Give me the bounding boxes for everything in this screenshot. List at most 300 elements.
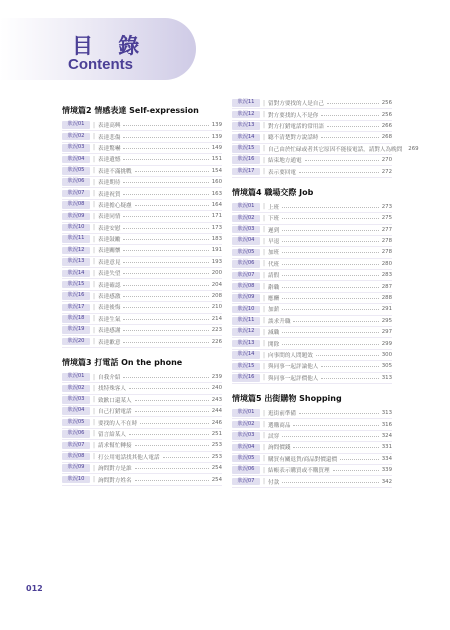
separator-bar: | (93, 281, 96, 289)
entry-title: 表達後悔 (98, 305, 121, 312)
dot-leader (123, 295, 208, 297)
entry-page: 299 (381, 340, 392, 347)
entry-page: 313 (381, 374, 392, 381)
entry-tag: 狀況07 (62, 442, 90, 450)
entry-tag: 狀況17 (232, 168, 260, 176)
toc-entry[interactable] (62, 200, 222, 211)
entry-title: 表達歉意 (98, 339, 121, 346)
entry-title: 表達關懷 (98, 248, 121, 255)
dot-leader (123, 318, 208, 320)
entry-tag: 狀況13 (62, 258, 90, 266)
dot-leader (123, 261, 208, 263)
entry-tag: 狀況12 (232, 111, 260, 119)
entry-title: 表達感激 (98, 294, 121, 301)
dot-leader (123, 238, 208, 240)
entry-page: 253 (211, 442, 222, 449)
entry-title: 表示要回電 (268, 169, 297, 176)
separator-bar: | (93, 269, 96, 277)
entry-title: 表達悲傷 (98, 134, 121, 141)
separator-bar: | (263, 145, 266, 153)
entry-tag: 狀況10 (62, 224, 90, 232)
separator-bar: | (263, 111, 266, 119)
dot-leader (123, 376, 208, 378)
entry-page: 275 (381, 215, 392, 222)
entry-tag: 狀況11 (232, 99, 260, 107)
separator-bar: | (263, 203, 266, 211)
toc-entry[interactable] (232, 202, 392, 213)
dot-leader (327, 102, 379, 104)
entry-title: 留言給某人 (98, 431, 127, 438)
entry-page: 291 (381, 306, 392, 313)
entry-tag: 狀況01 (232, 409, 260, 417)
entry-title: 與同事一起評價他人 (268, 375, 319, 382)
entry-title: 表達同情 (98, 214, 121, 221)
entry-tag: 狀況07 (232, 478, 260, 486)
entry-title: 打公用電話找其他人電話 (98, 454, 160, 461)
toc-entry[interactable] (62, 245, 222, 256)
separator-bar: | (93, 167, 96, 175)
toc-entry[interactable] (62, 211, 222, 222)
dot-leader (123, 124, 208, 126)
dot-leader (123, 272, 208, 274)
entry-page: 139 (211, 122, 222, 129)
entry-page: 280 (381, 260, 392, 267)
separator-bar: | (93, 246, 96, 254)
entry-page: 173 (211, 224, 222, 231)
separator-bar: | (263, 432, 266, 440)
page-number: 012 (26, 584, 43, 593)
toc-entry[interactable] (232, 408, 392, 419)
toc-entry[interactable] (232, 316, 392, 327)
dot-leader (321, 377, 378, 379)
entry-page: 295 (381, 317, 392, 324)
entry-page: 191 (211, 247, 222, 254)
toc-entry[interactable] (232, 155, 392, 166)
entry-page: 226 (211, 338, 222, 345)
toc-column-left (62, 104, 222, 486)
entry-page: 272 (381, 168, 392, 175)
toc-entry[interactable] (232, 476, 392, 487)
entry-page: 283 (381, 272, 392, 279)
toc-entry[interactable] (62, 314, 222, 325)
entry-page: 246 (211, 419, 222, 426)
entry-tag: 狀況06 (62, 430, 90, 438)
toc-entry[interactable] (62, 383, 222, 394)
section-gap (232, 384, 392, 392)
entry-title: 表達遺憾 (98, 157, 121, 164)
toc-entry[interactable] (232, 259, 392, 270)
entry-page: 210 (211, 304, 222, 311)
separator-bar: | (93, 384, 96, 392)
entry-page: 270 (381, 157, 392, 164)
separator-bar: | (263, 226, 266, 234)
entry-tag: 狀況10 (62, 476, 90, 484)
separator-bar: | (263, 443, 266, 451)
toc-entry[interactable] (232, 350, 392, 361)
entry-title: 表達鼓勵 (98, 237, 121, 244)
entry-title: 減職 (268, 330, 280, 337)
toc-entry[interactable] (232, 144, 419, 155)
dot-leader (123, 249, 208, 251)
separator-bar: | (93, 121, 96, 129)
toc-entry[interactable] (232, 247, 392, 258)
entry-title: 應酬 (268, 296, 280, 303)
toc-entry[interactable] (232, 373, 392, 384)
toc-entry[interactable] (232, 465, 392, 476)
dot-leader (340, 458, 379, 460)
entry-page: 154 (211, 167, 222, 174)
toc-entry[interactable] (62, 372, 222, 383)
entry-page: 334 (381, 455, 392, 462)
toc-entry[interactable] (62, 452, 222, 463)
dot-leader (282, 263, 378, 265)
dot-leader (123, 136, 208, 138)
dot-leader (123, 284, 208, 286)
toc-entry[interactable] (232, 270, 392, 281)
toc-entry[interactable] (62, 177, 222, 188)
entry-tag: 狀況08 (62, 453, 90, 461)
separator-bar: | (263, 156, 266, 164)
toc-entry[interactable] (62, 291, 222, 302)
dot-leader (135, 204, 209, 206)
entry-page: 256 (381, 111, 392, 118)
entry-title: 逛街前準備 (268, 411, 297, 418)
entry-tag: 狀況03 (62, 144, 90, 152)
entry-tag: 狀況08 (62, 201, 90, 209)
entry-page: 149 (211, 144, 222, 151)
entry-tag: 狀況05 (232, 249, 260, 257)
entry-tag: 狀況04 (62, 156, 90, 164)
entry-title: 與同事一起評論他人 (268, 364, 319, 371)
separator-bar: | (93, 303, 96, 311)
separator-bar: | (93, 373, 96, 381)
entry-tag: 狀況12 (232, 328, 260, 336)
page-subtitle: Contents (68, 56, 133, 73)
separator-bar: | (263, 455, 266, 463)
entry-tag: 狀況16 (232, 156, 260, 164)
toc-entry[interactable] (62, 268, 222, 279)
entry-page: 288 (381, 295, 392, 302)
entry-title: 表達擔心疑慮 (98, 202, 132, 209)
dot-leader (282, 229, 378, 231)
toc-entry[interactable] (62, 131, 222, 142)
entry-title: 請假 (268, 273, 280, 280)
entry-page: 223 (211, 327, 222, 334)
separator-bar: | (263, 122, 266, 130)
toc-entry[interactable] (62, 257, 222, 268)
entry-tag: 狀況19 (62, 326, 90, 334)
dot-leader (123, 329, 208, 331)
entry-tag: 狀況15 (232, 363, 260, 371)
entry-tag: 狀況02 (62, 133, 90, 141)
toc-entry[interactable] (232, 225, 392, 236)
toc-entry[interactable] (232, 419, 392, 430)
dot-leader (282, 217, 378, 219)
dot-leader (282, 297, 378, 299)
entry-page: 139 (211, 133, 222, 140)
entry-title: 早退 (268, 239, 280, 246)
separator-bar: | (263, 248, 266, 256)
entry-tag: 狀況01 (232, 203, 260, 211)
entry-title: 向事問的人問題效 (268, 353, 313, 359)
section-heading: 情境篇5 出街購物 Shopping (232, 393, 342, 403)
section-gap (62, 348, 222, 356)
separator-bar: | (93, 212, 96, 220)
toc-entry[interactable] (232, 236, 392, 247)
dot-leader (163, 456, 209, 458)
dot-leader (282, 481, 378, 483)
toc-entry[interactable] (232, 166, 392, 177)
toc-entry[interactable] (232, 213, 392, 224)
dot-leader (135, 410, 209, 412)
entry-page: 316 (381, 421, 392, 428)
dot-leader (321, 114, 378, 116)
entry-tag: 狀況03 (232, 226, 260, 234)
toc-entry[interactable] (62, 336, 222, 347)
entry-title: 表達安慰 (98, 225, 121, 232)
separator-bar: | (263, 294, 266, 302)
toc-entry[interactable] (232, 293, 392, 304)
entry-page: 254 (211, 465, 222, 472)
separator-bar: | (263, 283, 266, 291)
toc-entry[interactable] (232, 121, 392, 132)
entry-tag: 狀況04 (62, 407, 90, 415)
entry-page: 239 (211, 374, 222, 380)
toc-entry[interactable] (62, 395, 222, 406)
toc-entry[interactable] (62, 120, 222, 131)
entry-page: 151 (211, 156, 222, 163)
dot-leader (123, 193, 208, 195)
entry-title: 表達感謝 (98, 328, 121, 335)
dot-leader (282, 274, 378, 276)
entry-tag: 狀況16 (232, 374, 260, 382)
toc-entry[interactable] (62, 166, 222, 177)
separator-bar: | (93, 396, 96, 404)
entry-tag: 狀況11 (62, 235, 90, 243)
entry-page: 331 (381, 444, 392, 451)
dot-leader (135, 467, 209, 469)
entry-tag: 狀況03 (232, 432, 260, 440)
entry-page: 243 (211, 396, 222, 403)
separator-bar: | (263, 340, 266, 348)
entry-title: 留對方要找的人是自己 (268, 101, 324, 108)
entry-page: 305 (381, 363, 392, 370)
toc-entry[interactable] (62, 429, 222, 440)
toc-entry[interactable] (62, 223, 222, 234)
toc-entry[interactable] (62, 440, 222, 451)
section-gap (232, 178, 392, 186)
entry-page: 313 (381, 410, 392, 417)
separator-bar: | (93, 326, 96, 334)
separator-bar: | (93, 224, 96, 232)
toc-entry[interactable] (62, 474, 222, 485)
separator-bar: | (263, 478, 266, 486)
toc-entry[interactable] (232, 327, 392, 338)
entry-page: 214 (211, 315, 222, 322)
entry-page: 297 (381, 329, 392, 336)
entry-title: 上班 (268, 204, 280, 211)
toc-entry[interactable] (62, 463, 222, 474)
toc-entry[interactable] (62, 188, 222, 199)
toc-entry[interactable] (62, 406, 222, 417)
toc-entry[interactable] (232, 132, 392, 143)
dot-leader (282, 240, 378, 242)
toc-entry[interactable] (62, 417, 222, 428)
entry-title: 辭職 (268, 284, 280, 291)
entry-tag: 狀況08 (232, 283, 260, 291)
separator-bar: | (93, 464, 96, 472)
entry-page: 269 (408, 145, 419, 152)
entry-title: 自己由於忙碌或者其它原因不能接電話，請對人為晚問 (268, 146, 403, 153)
entry-page: 268 (381, 134, 392, 141)
toc-entry[interactable] (232, 304, 392, 315)
entry-tag: 狀況18 (62, 315, 90, 323)
dot-leader (282, 286, 378, 288)
separator-bar: | (263, 271, 266, 279)
entry-tag: 狀況09 (62, 464, 90, 472)
dot-leader (129, 433, 209, 435)
entry-page: 287 (381, 283, 392, 290)
entry-tag: 狀況04 (232, 237, 260, 245)
entry-page: 273 (381, 203, 392, 210)
entry-tag: 狀況14 (232, 351, 260, 359)
toc-column-right (232, 98, 419, 488)
entry-page: 254 (211, 476, 222, 483)
dot-leader (282, 251, 378, 253)
toc-entry[interactable] (232, 361, 392, 372)
toc-entry[interactable] (232, 98, 392, 109)
entry-title: 試穿 (268, 433, 280, 440)
dot-leader (316, 354, 379, 356)
entry-page: 183 (211, 236, 222, 243)
separator-bar: | (263, 260, 266, 268)
entry-tag: 狀況17 (62, 304, 90, 312)
entry-title: 聽不清楚對方說話時 (268, 135, 319, 142)
entry-page: 324 (381, 432, 392, 439)
separator-bar: | (263, 305, 266, 313)
entry-page: 171 (211, 213, 222, 220)
toc-entry[interactable] (62, 325, 222, 336)
entry-page: 251 (211, 430, 222, 437)
separator-bar: | (263, 351, 266, 359)
toc-entry[interactable] (232, 281, 392, 292)
separator-bar: | (93, 476, 96, 484)
dot-leader (282, 343, 378, 345)
separator-bar: | (93, 338, 96, 346)
dot-leader (299, 171, 379, 173)
entry-tag: 狀況06 (232, 466, 260, 474)
dot-leader (135, 170, 209, 172)
separator-bar: | (93, 419, 96, 427)
entry-page: 278 (381, 249, 392, 256)
entry-tag: 狀況14 (62, 270, 90, 278)
separator-bar: | (93, 190, 96, 198)
entry-title: 加班 (268, 250, 280, 257)
separator-bar: | (93, 292, 96, 300)
dot-leader (135, 479, 209, 481)
separator-bar: | (263, 466, 266, 474)
toc-entry[interactable] (62, 302, 222, 313)
entry-title: 表達期待 (98, 180, 121, 187)
separator-bar: | (263, 362, 266, 370)
dot-leader (282, 206, 378, 208)
entry-title: 詢問對方是誰 (98, 466, 132, 473)
entry-tag: 狀況14 (232, 134, 260, 142)
entry-title: 對方打錯電話的常用語 (268, 123, 324, 130)
entry-page: 200 (211, 270, 222, 277)
entry-title: 遲到 (268, 227, 280, 234)
toc-entry[interactable] (232, 442, 392, 453)
dot-leader (321, 365, 378, 367)
entry-title: 自己打錯電話 (98, 409, 132, 416)
entry-tag: 狀況09 (232, 294, 260, 302)
toc-entry[interactable] (232, 431, 392, 442)
entry-page: 240 (211, 385, 222, 392)
entry-title: 找特殊客人 (98, 386, 127, 393)
toc-entry[interactable] (232, 454, 392, 465)
entry-tag: 狀況09 (62, 213, 90, 221)
toc-entry[interactable] (62, 143, 222, 154)
page-title: 目 錄 (72, 34, 149, 58)
dot-leader (299, 412, 379, 414)
entry-tag: 狀況13 (232, 340, 260, 348)
dot-leader (135, 399, 209, 401)
entry-title: 詢問對方姓名 (98, 477, 132, 484)
entry-tag: 狀況02 (62, 385, 90, 393)
dot-leader (123, 147, 208, 149)
entry-title: 自我介紹 (98, 375, 121, 381)
separator-bar: | (93, 133, 96, 141)
dot-leader (123, 227, 208, 229)
entry-page: 160 (211, 179, 222, 186)
separator-bar: | (93, 258, 96, 266)
entry-tag: 狀況15 (62, 281, 90, 289)
entry-tag: 狀況06 (232, 260, 260, 268)
dot-leader (293, 320, 378, 322)
dot-leader (327, 125, 379, 127)
entry-tag: 狀況01 (62, 373, 90, 381)
entry-page: 253 (211, 453, 222, 460)
separator-bar: | (263, 133, 266, 141)
toc-entry[interactable] (232, 338, 392, 349)
entry-tag: 狀況02 (232, 421, 260, 429)
entry-page: 339 (381, 467, 392, 474)
entry-page: 300 (381, 352, 392, 358)
entry-title: 表達驚嚇 (98, 145, 121, 152)
entry-title: 詢問價錢 (268, 445, 291, 452)
toc-entry[interactable] (62, 234, 222, 245)
entry-page: 277 (381, 226, 392, 233)
dot-leader (123, 215, 208, 217)
toc-entry[interactable] (232, 109, 392, 120)
entry-title: 加薪 (268, 307, 280, 314)
toc-entry[interactable] (62, 279, 222, 290)
toc-entry[interactable] (62, 154, 222, 165)
separator-bar: | (93, 144, 96, 152)
section-heading: 情境篇2 情感表達 Self-expression (62, 106, 199, 115)
entry-tag: 狀況15 (232, 145, 260, 153)
entry-title: 開除 (268, 341, 280, 348)
section-heading: 情境篇3 打電話 On the phone (62, 357, 183, 367)
separator-bar: | (263, 237, 266, 245)
dot-leader (123, 158, 208, 160)
separator-bar: | (93, 178, 96, 186)
entry-page: 266 (381, 122, 392, 129)
entry-page: 193 (211, 258, 222, 265)
entry-title: 要找的人不在時 (98, 420, 138, 427)
entry-title: 請求幫忙轉接 (98, 443, 132, 450)
separator-bar: | (93, 315, 96, 323)
